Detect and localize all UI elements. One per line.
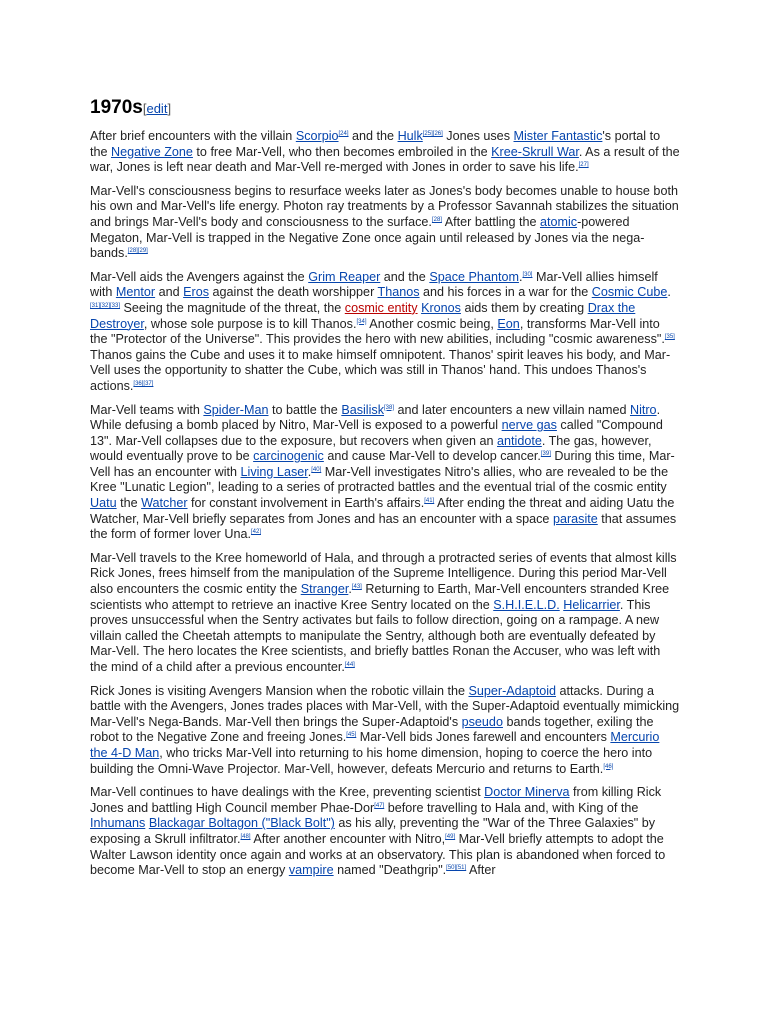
citation-ref[interactable]: [42] [250, 529, 261, 536]
text-run: to free Mar-Vell, who then becomes embroiled in the [192, 144, 492, 159]
wiki-link[interactable]: Scorpio [295, 129, 339, 143]
text-run: . [348, 582, 352, 597]
section-paragraphs [90, 129, 680, 879]
wiki-link[interactable]: Kronos [421, 300, 461, 315]
wiki-link[interactable]: antidote [497, 433, 542, 448]
wiki-link[interactable]: vampire [288, 863, 334, 878]
text-run: for constant involvement in Earth's affairs. [187, 496, 425, 511]
text-run: and [155, 285, 184, 300]
wiki-link[interactable]: Inhumans [90, 816, 146, 831]
wiki-link[interactable]: Eros [183, 285, 210, 300]
wiki-link[interactable]: Cosmic Cube [591, 285, 668, 300]
citation-ref[interactable]: [41] [424, 498, 435, 505]
text-run: Mar-Vell aids the Avengers against the [90, 269, 309, 284]
text-run: and later encounters a new villain named [394, 402, 630, 417]
paragraph [90, 785, 680, 879]
paragraph [90, 684, 680, 778]
section-heading [90, 96, 680, 121]
text-run: -powered Megaton, Mar-Vell is trapped in the Negative Zone once again until released by Jones via the nega-bands. [90, 214, 645, 261]
citation-ref[interactable]: [45] [346, 732, 357, 739]
citation-ref[interactable]: [25][26] [422, 131, 443, 137]
paragraph [90, 403, 680, 543]
wiki-link[interactable]: Living Laser [240, 464, 308, 479]
wiki-link[interactable]: Thanos [377, 285, 420, 300]
text-run: from killing Rick Jones and battling High Council member Phae-Dor [90, 785, 662, 815]
citation-ref[interactable]: [28] [431, 216, 442, 223]
wiki-link[interactable]: Eon [497, 316, 520, 331]
wiki-link[interactable]: Blackagar Boltagon ("Black Bolt") [148, 816, 335, 831]
paragraph [90, 270, 680, 395]
text-run: and his forces in a war for the [419, 285, 592, 300]
citation-ref[interactable]: [48] [240, 833, 251, 840]
citation-ref[interactable]: [40] [311, 466, 322, 473]
citation-ref[interactable]: [35] [664, 334, 675, 341]
wiki-link[interactable]: Grim Reaper [308, 269, 381, 284]
citation-ref[interactable]: [44] [344, 662, 355, 668]
text-run: Mar-Vell teams with [90, 402, 204, 417]
citation-ref[interactable]: [34] [356, 318, 367, 325]
text-run: Mar-Vell continues to have dealings with the Kree, preventing scientist [90, 785, 485, 800]
paragraph [90, 129, 680, 176]
text-run: , who tricks Mar-Vell into returning to his home dimension, hoping to coerce the hero into building the Omni-Wave Projector. Mar-Vell, however, defeats Mercurio and returns to Earth. [90, 745, 653, 776]
text-run: Mar-Vell travels to the Kree homeworld of Hala, and through a protracted series of events that almost kills Rick Jones, frees himself from the manipulation of the Supreme Intelligence. During this period Mar-Vell also encounters the cosmic entity the [90, 550, 677, 597]
text-run: Returning to Earth, Mar-Vell encounters stranded Kree scientists who attempt to retrieve an inactive Kree Sentry located on the [90, 582, 670, 612]
text-run: to battle the [268, 402, 342, 417]
text-run: Mar-Vell's consciousness begins to resurface weeks later as Jones's body becomes unable to house both his own and Mar-Vell's life energy. Photon ray treatments by a Professor Savannah stabilizes the situation and brings Mar-Vell's body and consciousness to the surface. [90, 183, 679, 229]
citation-ref[interactable]: [27] [578, 162, 589, 169]
citation-ref[interactable]: [49] [445, 833, 456, 840]
text-run: Seeing the magnitude of the threat, the [120, 300, 345, 315]
citation-ref[interactable]: [46] [603, 763, 614, 770]
text-run: attacks. During a battle with the Avengers, Jones trades places with Mar-Vell, with the Super-Adaptoid eventually mimicking Mar-Vell's Nega-Bands. Mar-Vell then brings the Super-Adaptoid's [90, 683, 680, 729]
edit-bracket-close: ] [167, 101, 172, 116]
text-run: . [307, 464, 312, 479]
wiki-link[interactable]: Mentor [115, 285, 156, 300]
wiki-link[interactable]: Drax the Destroyer [90, 300, 636, 331]
section-title: 1970s [90, 97, 143, 118]
text-run: named "Deathgrip". [333, 863, 447, 878]
wiki-link[interactable]: pseudo [461, 714, 503, 729]
text-run: . [518, 269, 523, 284]
wiki-link[interactable]: Uatu [90, 496, 117, 511]
text-run: Mar-Vell bids Jones farewell and encounters [356, 730, 611, 745]
text-run: During this time, Mar-Vell has an encounter with [90, 449, 675, 479]
wiki-link[interactable]: Stranger [300, 582, 349, 597]
text-run: After ending the threat and aiding Uatu the Watcher, Mar-Vell briefly separates from Jones and has an encounter with a space [90, 496, 675, 526]
citation-ref[interactable]: [30] [522, 271, 533, 278]
text-run: that assumes the form of former lover Una. [90, 511, 677, 542]
text-run: Rick Jones is visiting Avengers Mansion when the robotic villain the [90, 683, 469, 698]
text-run: After battling the [441, 214, 540, 229]
text-run: . While defusing a bomb placed by Nitro, Mar-Vell is exposed to a powerful [90, 402, 661, 433]
edit-bracket-open: [ [142, 101, 147, 116]
wiki-link[interactable]: Mister Fantastic [513, 129, 603, 143]
text-run: After [466, 863, 496, 878]
wiki-link[interactable]: Doctor Minerva [484, 785, 570, 800]
text-run: Thanos gains the Cube and uses it to make himself omnipotent. Thanos' spirit leaves his body, and Mar-Vell uses the opportunity to shatter the Cube, which was still in Thanos' hand. This undoes Thanos's actions. [90, 347, 671, 393]
citation-ref[interactable]: [39] [540, 451, 551, 458]
wiki-link[interactable]: parasite [552, 511, 598, 526]
wiki-link[interactable]: Hulk [397, 129, 423, 143]
wiki-link[interactable]: Space Phantom [429, 269, 519, 284]
citation-ref[interactable]: [43] [351, 584, 362, 591]
text-run: . This proves unsuccessful when the Sentry activates but fails to follow direction, going on a rampage. A new villain called the Cheetah attempts to manipulate the Sentry, although both are eventually defeated by Mar-Vell. The hero locates the Kree scientists, and briefly battles Ronan the Accuser, who was left with the mind of a child after a previous encounter. [90, 597, 661, 674]
citation-ref[interactable]: [31][32][33] [90, 302, 121, 309]
wiki-link[interactable]: Spider-Man [203, 402, 269, 417]
wiki-link[interactable]: Watcher [141, 496, 188, 511]
wiki-link[interactable]: Mercurio the 4-D Man [90, 730, 660, 760]
citation-ref[interactable]: [50][51] [446, 865, 467, 872]
redlink[interactable]: cosmic entity [344, 300, 418, 315]
text-run: and cause Mar-Vell to develop cancer. [323, 449, 541, 464]
wiki-link[interactable]: Negative Zone [111, 144, 193, 159]
text-run: and the [380, 269, 430, 284]
text-run: . As a result of the war, Jones is left near death and Mar-Vell re-merged with Jones in order to save his life. [90, 144, 680, 175]
text-run: Mar-Vell investigates Nitro's allies, who are revealed to be the Kree "Lunatic Legion", leading to a series of protracted battles and the eventual trial of the cosmic entity [90, 464, 669, 495]
text-run: Mar-Vell briefly attempts to adopt the Walter Lawson identity once again and works at an observatory. This plan is abandoned when forced to become Mar-Vell to stop an energy [90, 831, 666, 878]
text-run: against the death worshipper [209, 285, 378, 300]
citation-ref[interactable]: [36][37] [133, 380, 154, 387]
wiki-link[interactable]: atomic [539, 214, 578, 229]
citation-ref[interactable]: [24] [338, 131, 349, 137]
text-run: as his ally, preventing the "War of the Three Galaxies" by exposing a Skrull infiltrator. [90, 816, 656, 846]
paragraph [90, 184, 680, 262]
text-run: Jones uses [442, 129, 514, 143]
text-run: bands together, exiling the robot to the Negative Zone and freeing Jones. [90, 714, 654, 745]
text-run: . The gas, however, would eventually prove to be [90, 433, 652, 464]
text-run: the [116, 496, 142, 511]
text-run: , whose sole purpose is to kill Thanos. [143, 316, 357, 331]
citation-ref[interactable]: [47] [374, 802, 385, 809]
text-run: , transforms Mar-Vell into the "Protector of the Universe". This provides the hero with new abilities, including "cosmic awareness". [90, 316, 665, 347]
paragraph [90, 551, 680, 676]
text-run: . [667, 285, 671, 300]
wiki-link[interactable]: Super-Adaptoid [468, 683, 557, 698]
text-run: 's portal to the [90, 129, 661, 159]
wiki-link[interactable]: nerve gas [501, 418, 557, 433]
text-run: and the [348, 129, 398, 143]
text-run: aids them by creating [460, 300, 588, 315]
text-run: Mar-Vell allies himself with [90, 269, 658, 300]
citation-ref[interactable]: [28][29] [127, 248, 148, 255]
wiki-link[interactable]: Nitro [629, 402, 657, 417]
text-run: Another cosmic being, [366, 316, 498, 331]
text-run: After another encounter with Nitro, [250, 831, 446, 846]
text-run: After brief encounters with the villain [90, 129, 296, 143]
edit-link[interactable]: edit [146, 101, 168, 116]
text-run: called "Compound 13". Mar-Vell collapses due to the exposure, but recovers when given an [90, 418, 663, 448]
wiki-link[interactable]: Helicarrier [563, 597, 620, 612]
wiki-link[interactable]: Basilisk [341, 402, 385, 417]
wiki-link[interactable]: S.H.I.E.L.D. [493, 597, 560, 612]
article-body [90, 96, 680, 887]
wiki-link[interactable]: Kree-Skrull War [491, 144, 579, 159]
text-run: before travelling to Hala and, with King of the [384, 800, 639, 815]
wiki-link[interactable]: carcinogenic [253, 449, 324, 464]
citation-ref[interactable]: [38] [384, 404, 395, 411]
